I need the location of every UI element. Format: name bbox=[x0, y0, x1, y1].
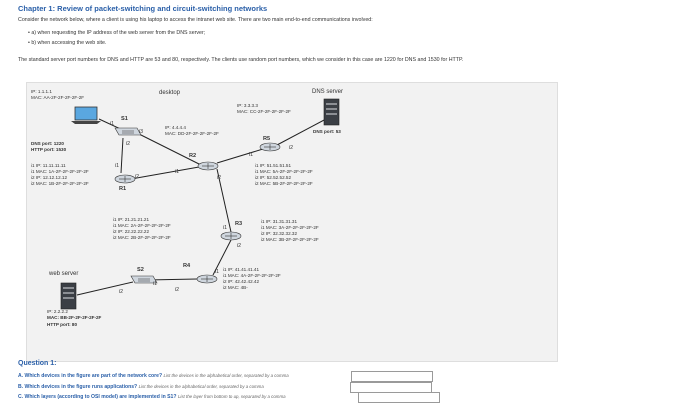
dns-server-ip: IP: 3.3.3.3 bbox=[237, 103, 258, 108]
r5-iface-i1: i1 bbox=[249, 152, 254, 158]
question-a-answer-input[interactable] bbox=[351, 371, 433, 382]
r1-i1-ip: i1 IP: 11.11.11.11 bbox=[31, 163, 66, 168]
r1-i1-mac: i1 MAC: 1A-2F-2F-2F-2F-2F bbox=[31, 169, 89, 174]
web-server-ip: IP: 2.2.2.2 bbox=[47, 309, 68, 314]
router-r4-icon bbox=[197, 275, 217, 283]
link-s1-r2 bbox=[135, 132, 203, 166]
r4-iface-i2: i2 bbox=[175, 287, 180, 293]
question-a-hint: List the devices in the alphabetical order, separated by a comma bbox=[163, 373, 289, 378]
web-server-port: HTTP port: 80 bbox=[47, 322, 78, 327]
router-r4-label: R4 bbox=[183, 263, 191, 269]
router-r1-icon bbox=[115, 175, 135, 183]
question-b bbox=[18, 384, 264, 390]
r2-i2-mac: i2 MAC: 2B-2F-2F-2F-2F-2F bbox=[113, 235, 171, 240]
bullet-a-text: a) when requesting the IP address of the web server from the DNS server; bbox=[31, 30, 206, 36]
question-b-label: B. Which devices in the figure runs applications? bbox=[18, 384, 138, 390]
dns-server-icon bbox=[324, 99, 339, 125]
r3-i1-ip: i1 IP: 31.31.31.31 bbox=[261, 219, 298, 224]
s1-port-i3: i3 bbox=[139, 129, 144, 135]
page-title: Chapter 1: Review of packet-switching and circuit-switching networks bbox=[18, 4, 268, 13]
router-r3-icon bbox=[221, 232, 241, 240]
ports-note: The standard server port numbers for DNS and HTTP are 53 and 80, respectively. The clients use random port numbers, which we consider in this case are 1220 for DNS and 1530 for HTTP. bbox=[18, 57, 464, 63]
r2-i1-mac: i1 MAC: 2A-2F-2F-2F-2F-2F bbox=[113, 223, 171, 228]
bullet-b: • b) when accessing the web site. bbox=[28, 40, 107, 46]
switch-s2-label: S2 bbox=[137, 267, 144, 273]
router-r2-label: R2 bbox=[189, 153, 197, 159]
bullet-a: • a) when requesting the IP address of the web server from the DNS server; bbox=[28, 30, 206, 36]
r4-i2-ip: i2 IP: 42.42.42.42 bbox=[223, 279, 260, 284]
desktop-dns-port: DNS port: 1220 bbox=[31, 141, 64, 146]
s1-port-i2: i2 bbox=[126, 141, 131, 147]
r2-mac: MAC: DD-2F-2F-2F-2F-2F bbox=[165, 131, 219, 136]
r2-i2-ip: i2 IP: 22.22.22.22 bbox=[113, 229, 150, 234]
r3-i1-mac: i1 MAC: 3A-2F-2F-2F-2F-2F bbox=[261, 225, 319, 230]
question-c-answer-input[interactable] bbox=[358, 392, 440, 403]
r4-i1-mac: i1 MAC: 4A-2F-2F-2F-2F-2F bbox=[223, 273, 281, 278]
web-server-icon bbox=[61, 283, 76, 309]
s2-iface-i2: i2 bbox=[119, 289, 124, 295]
bullet-b-text: b) when accessing the web site. bbox=[31, 40, 107, 46]
desktop-ip: IP: 1.1.1.1 bbox=[31, 89, 52, 94]
question-a bbox=[18, 373, 289, 379]
r1-i2-mac: i2 MAC: 1B-2F-2F-2F-2F-2F bbox=[31, 181, 89, 186]
r5-i2-ip: i2 IP: 52.52.52.52 bbox=[255, 175, 292, 180]
router-r3-label: R3 bbox=[235, 221, 243, 227]
s2-iface-i1: i1 bbox=[153, 281, 158, 287]
r1-i2-ip: i2 IP: 12.12.12.12 bbox=[31, 175, 68, 180]
link-r1-r2 bbox=[131, 167, 199, 179]
router-r2-icon bbox=[198, 162, 218, 170]
r5-i1-ip: i1 IP: 51.51.51.51 bbox=[255, 163, 292, 168]
router-r5-label: R5 bbox=[263, 136, 271, 142]
link-s1-r1 bbox=[121, 138, 123, 173]
r4-iface-i1: i1 bbox=[215, 269, 220, 275]
question-c-label: C. Which layers (according to OSI model) are implemented in S1? bbox=[18, 394, 177, 400]
laptop-icon bbox=[71, 107, 101, 124]
router-r5-icon bbox=[260, 143, 280, 151]
question-a-label: A. Which devices in the figure are part of the network core? bbox=[18, 373, 163, 379]
r1-iface-i1: i1 bbox=[115, 163, 120, 169]
desktop-mac: MAC: AA-2F-2F-2F-2F-2F bbox=[31, 95, 85, 100]
r2-iface-i2: i2 bbox=[217, 175, 222, 181]
network-diagram bbox=[26, 82, 558, 362]
link-r2-r5 bbox=[217, 149, 263, 163]
r2-iface-i1: i1 bbox=[175, 169, 180, 175]
r3-iface-i1: i1 bbox=[223, 225, 228, 231]
intro-text: Consider the network below, where a client is using his laptop to access the intranet web site. There are two main end-to-end communications involved: bbox=[18, 17, 373, 23]
switch-s1-label: S1 bbox=[121, 116, 128, 122]
s1-port-i1: i1 bbox=[110, 121, 115, 127]
r2-i1-ip: i1 IP: 21.21.21.21 bbox=[113, 217, 150, 222]
desktop-title: desktop bbox=[159, 90, 181, 96]
r4-i1-ip: i1 IP: 41.41.41.41 bbox=[223, 267, 260, 272]
r3-i2-ip: i2 IP: 32.32.32.32 bbox=[261, 231, 298, 236]
r1-iface-i2: i2 bbox=[135, 174, 140, 180]
question-c bbox=[18, 394, 286, 400]
r5-iface-i2: i2 bbox=[289, 145, 294, 151]
desktop-http-port: HTTP port: 1530 bbox=[31, 147, 67, 152]
web-server-mac: MAC: BB-2F-2F-2F-2F-2F bbox=[47, 315, 102, 320]
question-c-hint: List the layer from bottom to up, separated by a comma bbox=[177, 394, 286, 399]
r4-i2-mac: i2 MAC: 4B- bbox=[223, 285, 248, 290]
link-s2-web bbox=[77, 282, 133, 295]
dns-server-title: DNS server bbox=[312, 89, 344, 95]
question-b-hint: List the devices in the alphabetical order, separated by a comma bbox=[138, 384, 264, 389]
r5-i1-mac: i1 MAC: 5A-2F-2F-2F-2F-2F bbox=[255, 169, 313, 174]
question-title: Question 1: bbox=[18, 360, 57, 367]
r3-i2-mac: i2 MAC: 3B-2F-2F-2F-2F-2F bbox=[261, 237, 319, 242]
dns-server-port: DNS port: 53 bbox=[313, 129, 341, 134]
r2-ip: IP: 4.4.4.4 bbox=[165, 125, 186, 130]
web-server-title: web server bbox=[49, 271, 79, 277]
dns-server-mac: MAC: CC-2F-2F-2F-2F-2F bbox=[237, 109, 291, 114]
router-r1-label: R1 bbox=[119, 186, 127, 192]
r5-i2-mac: i2 MAC: 5B-2F-2F-2F-2F-2F bbox=[255, 181, 313, 186]
r3-iface-i2: i2 bbox=[237, 243, 242, 249]
